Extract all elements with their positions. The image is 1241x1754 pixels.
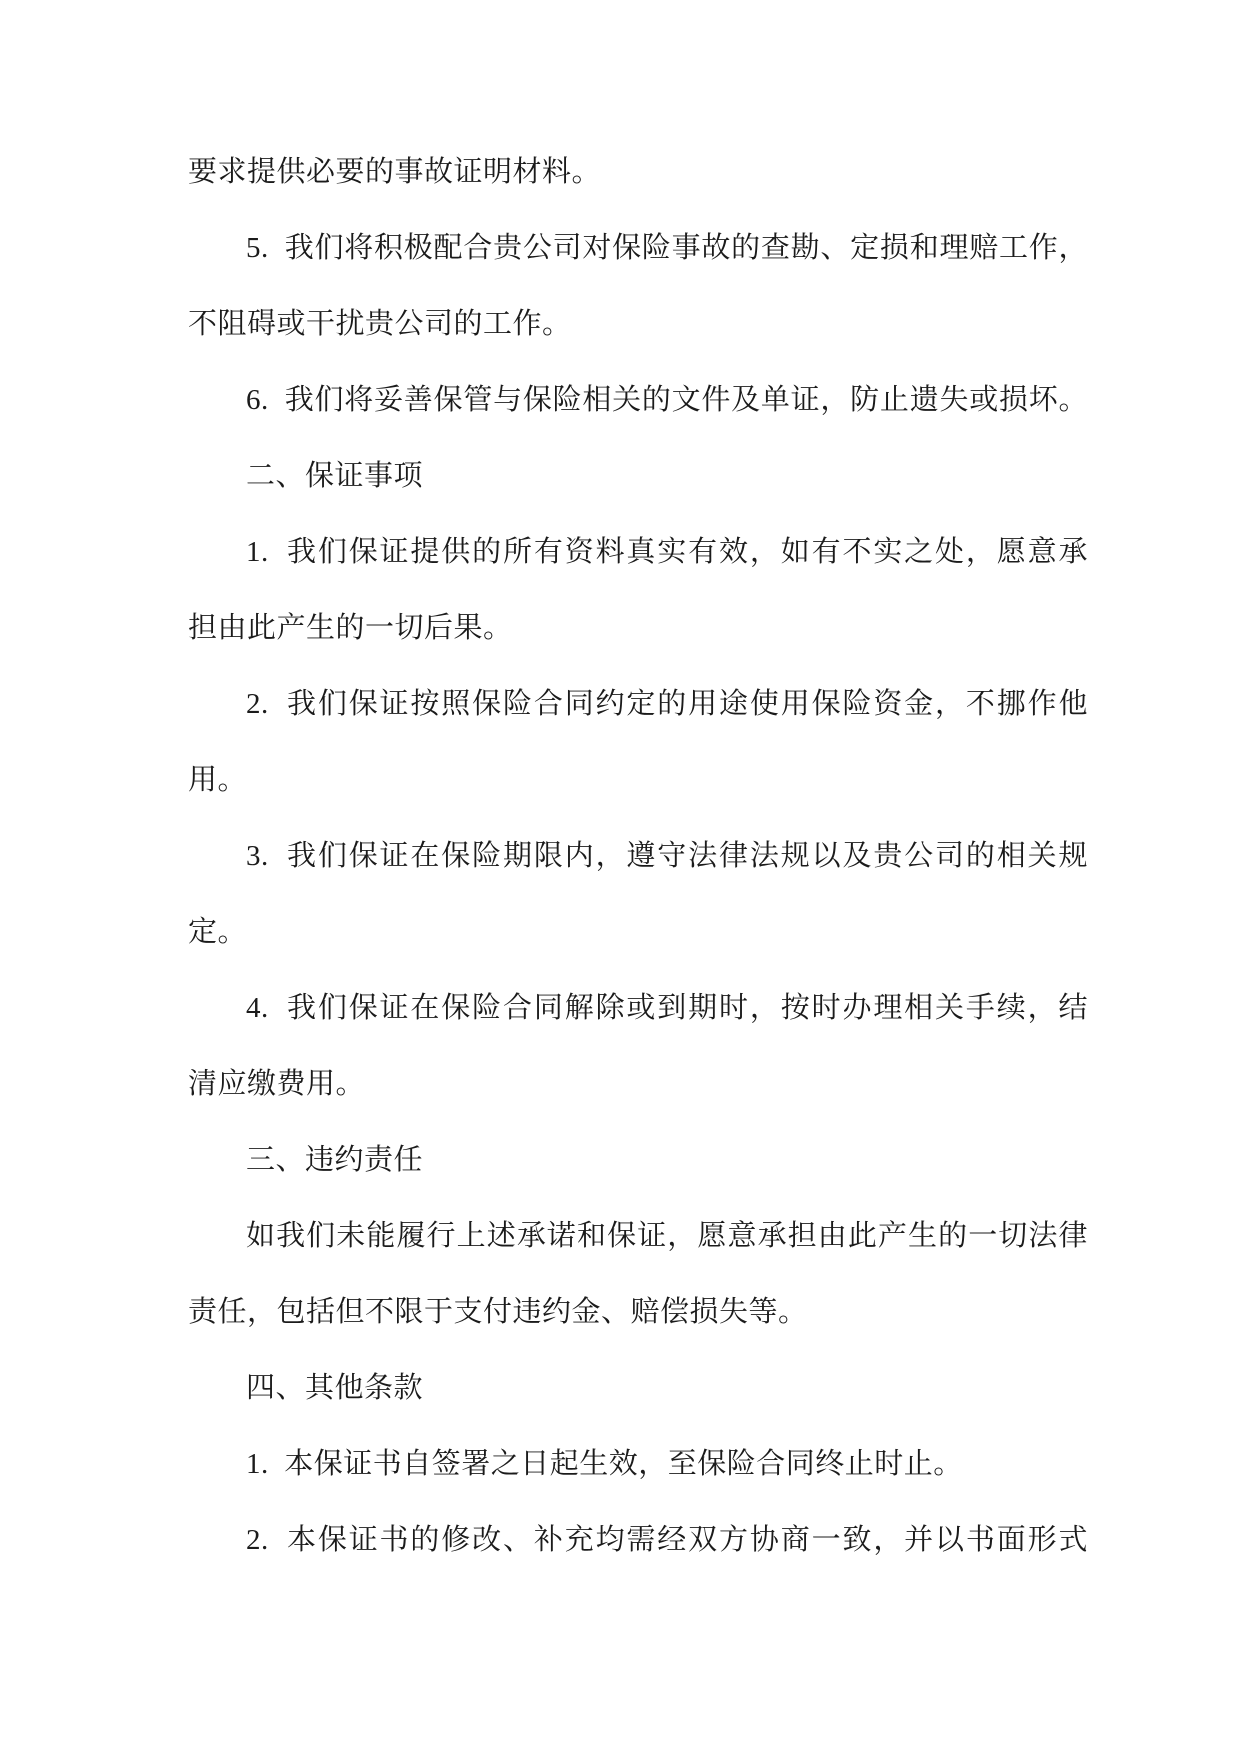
document-line: 2. 本保证书的修改、补充均需经双方协商一致，并以书面形式	[246, 1524, 1088, 1556]
document-line: 1. 我们保证提供的所有资料真实有效，如有不实之处，愿意承	[246, 536, 1088, 568]
document-section-heading: 二、保证事项	[246, 460, 424, 492]
document-line: 责任，包括但不限于支付违约金、赔偿损失等。	[188, 1296, 808, 1328]
document-line: 4. 我们保证在保险合同解除或到期时，按时办理相关手续，结	[246, 992, 1088, 1024]
document-line: 3. 我们保证在保险期限内，遵守法律法规以及贵公司的相关规	[246, 840, 1088, 872]
document-line: 担由此产生的一切后果。	[188, 612, 513, 644]
document-section-heading: 四、其他条款	[246, 1372, 424, 1404]
document-line: 6. 我们将妥善保管与保险相关的文件及单证，防止遗失或损坏。	[246, 384, 1088, 416]
document-line: 1. 本保证书自签署之日起生效，至保险合同终止时止。	[246, 1448, 963, 1480]
document-line: 2. 我们保证按照保险合同约定的用途使用保险资金，不挪作他	[246, 688, 1088, 720]
document-body	[188, 134, 1088, 1578]
document-line: 如我们未能履行上述承诺和保证，愿意承担由此产生的一切法律	[246, 1220, 1088, 1252]
document-line: 不阻碍或干扰贵公司的工作。	[188, 308, 572, 340]
document-line: 定。	[188, 916, 248, 948]
document-section-heading: 三、违约责任	[246, 1144, 424, 1176]
document-line: 要求提供必要的事故证明材料。	[188, 156, 602, 188]
document-line: 5. 我们将积极配合贵公司对保险事故的查勘、定损和理赔工作，	[246, 232, 1088, 264]
document-line: 用。	[188, 764, 248, 796]
document-line: 清应缴费用。	[188, 1068, 366, 1100]
